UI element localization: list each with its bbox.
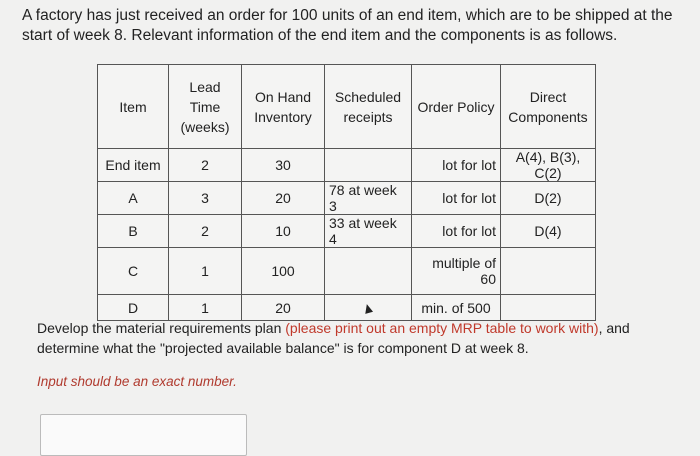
question-note-red: (please print out an empty MRP table to work with)	[285, 320, 599, 336]
intro-line-2: start of week 8. Relevant information of the end item and the components is as follows.	[22, 27, 618, 44]
mouse-cursor-icon	[363, 303, 373, 314]
question-line-2: determine what the "projected available balance" is for component D at week 8.	[37, 340, 529, 356]
cell-policy: lot for lot	[412, 149, 501, 182]
cell-policy: min. of 500	[412, 295, 501, 321]
table-row	[98, 295, 596, 321]
cell-direct: D(4)	[501, 215, 596, 248]
cell-item: A	[98, 182, 169, 215]
cell-item: B	[98, 215, 169, 248]
cell-scheduled: 78 at week 3	[325, 182, 412, 215]
cell-direct: D(2)	[501, 182, 596, 215]
cell-lead: 2	[169, 215, 242, 248]
cell-item: C	[98, 248, 169, 295]
answer-input[interactable]	[40, 414, 247, 456]
cell-scheduled	[325, 248, 412, 295]
cell-lead: 2	[169, 149, 242, 182]
problem-intro	[22, 6, 682, 46]
cell-onhand: 20	[242, 295, 325, 321]
cell-lead: 1	[169, 248, 242, 295]
header-order-policy: Order Policy	[412, 65, 501, 149]
header-item: Item	[98, 65, 169, 149]
cell-scheduled: 33 at week 4	[325, 215, 412, 248]
cell-direct	[501, 295, 596, 321]
cell-policy: multiple of 60	[412, 248, 501, 295]
header-on-hand: On Hand Inventory	[242, 65, 325, 149]
table-row	[98, 248, 596, 295]
cell-lead: 3	[169, 182, 242, 215]
component-table	[97, 64, 596, 321]
cell-policy: lot for lot	[412, 182, 501, 215]
table-header-row	[98, 65, 596, 149]
header-lead-time: Lead Time (weeks)	[169, 65, 242, 149]
cell-policy: lot for lot	[412, 215, 501, 248]
cell-direct: A(4), B(3), C(2)	[501, 149, 596, 182]
question-text	[37, 318, 667, 358]
cell-lead: 1	[169, 295, 242, 321]
question-part-1: Develop the material requirements plan	[37, 320, 286, 336]
cell-onhand: 20	[242, 182, 325, 215]
cell-scheduled	[325, 295, 412, 321]
cell-item: D	[98, 295, 169, 321]
cell-onhand: 30	[242, 149, 325, 182]
table-row	[98, 215, 596, 248]
intro-line-1: A factory has just received an order for 100 units of an end item, which are to be shipped at the	[22, 7, 673, 24]
header-direct-components: Direct Components	[501, 65, 596, 149]
cell-onhand: 10	[242, 215, 325, 248]
cell-direct	[501, 248, 596, 295]
table-row	[98, 182, 596, 215]
table-row	[98, 149, 596, 182]
question-part-3: , and	[598, 320, 630, 336]
cell-onhand: 100	[242, 248, 325, 295]
header-scheduled-receipts: Scheduled receipts	[325, 65, 412, 149]
cell-scheduled	[325, 149, 412, 182]
cell-item: End item	[98, 149, 169, 182]
input-hint: Input should be an exact number.	[37, 374, 237, 389]
